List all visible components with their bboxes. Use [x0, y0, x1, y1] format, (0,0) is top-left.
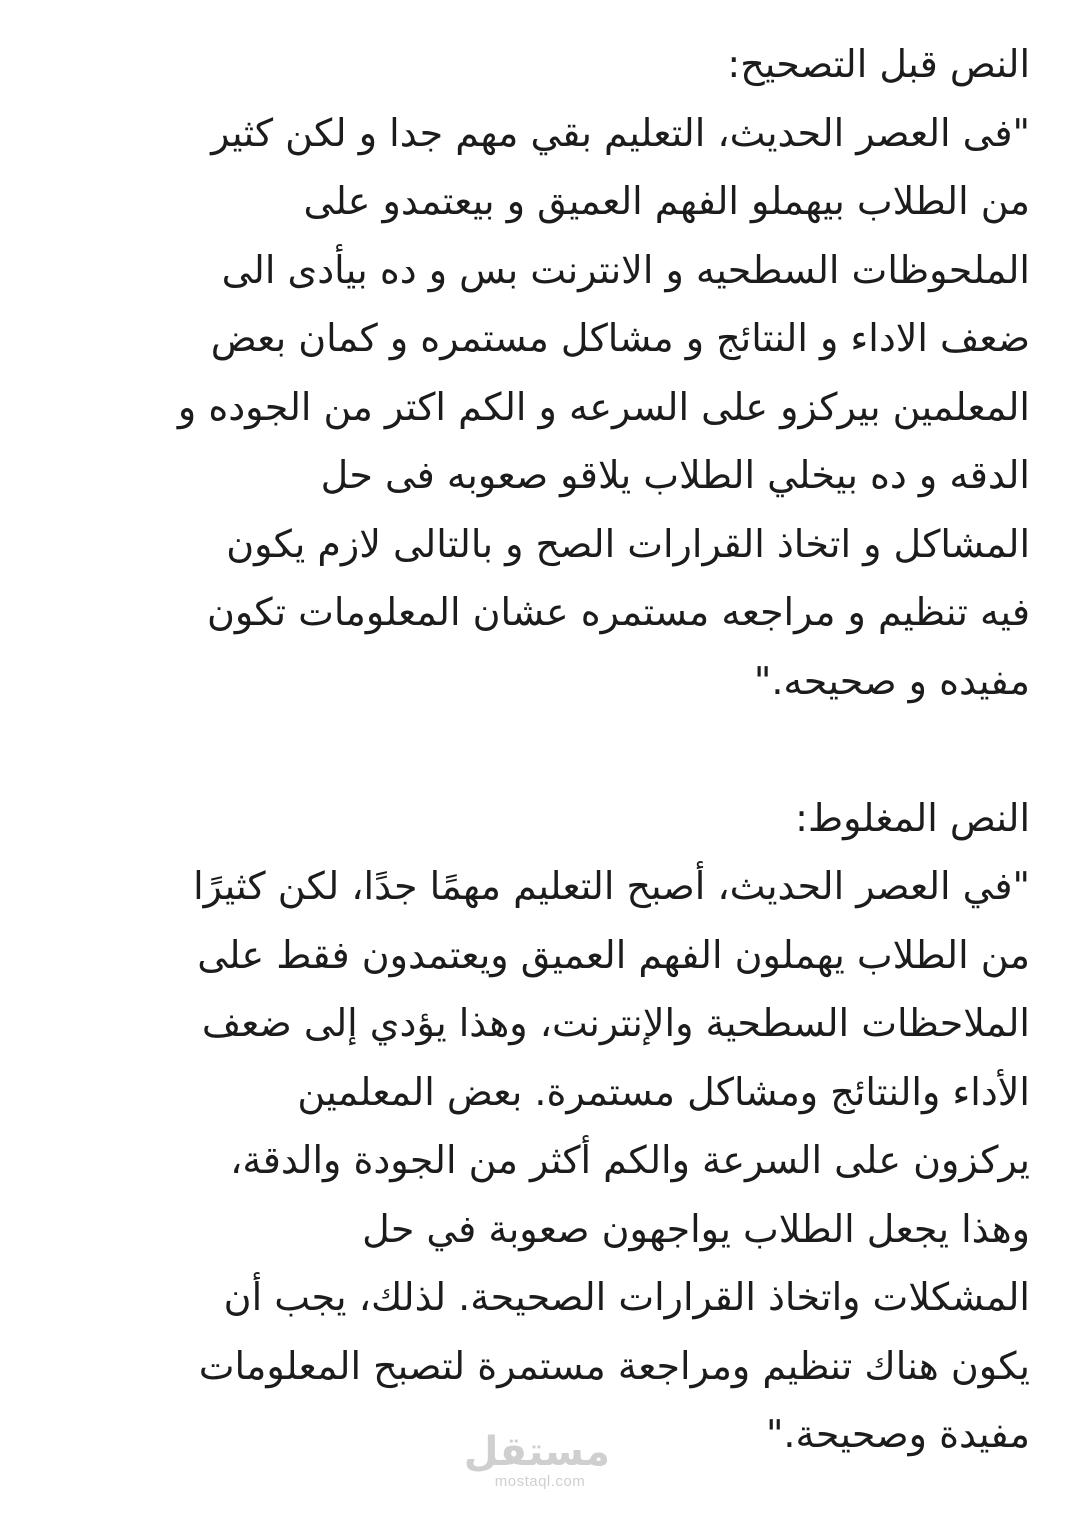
before-line: المعلمين بيركزو على السرعه و الكم اكتر من الجوده و	[177, 384, 1030, 429]
after-line: وهذا يجعل الطلاب يواجهون صعوبة في حل	[362, 1206, 1030, 1251]
before-line: الدقه و ده بيخلي الطلاب يلاقو صعوبه فى حل	[320, 453, 1030, 497]
before-heading: النص قبل التصحيح:	[727, 42, 1030, 86]
after-line: يكون هناك تنظيم ومراجعة مستمرة لتصبح المعلومات	[198, 1343, 1030, 1388]
before-line: ضعف الاداء و النتائج و مشاكل مستمره و كمان بعض	[210, 316, 1030, 360]
after-line: الملاحظات السطحية والإنترنت، وهذا يؤدي إلى ضعف	[201, 1001, 1030, 1045]
mostaql-watermark	[463, 1429, 610, 1490]
after-line: يركزون على السرعة والكم أكثر من الجودة والدقة،	[230, 1138, 1030, 1182]
after-heading: النص المغلوط:	[795, 795, 1030, 840]
after-line: مفيدة وصحيحة."	[765, 1412, 1030, 1456]
before-line: فيه تنظيم و مراجعه مستمره عشان المعلومات تكون	[206, 590, 1030, 634]
before-line: المشاكل و اتخاذ القرارات الصح و بالتالى لازم يكون	[226, 521, 1030, 566]
before-section	[40, 30, 1030, 715]
after-line: الأداء والنتائج ومشاكل مستمرة. بعض المعلمين	[297, 1069, 1030, 1114]
before-line: الملحوظات السطحيه و الانترنت بس و ده بيأدى الى	[221, 247, 1030, 292]
before-line: "فى العصر الحديث، التعليم بقي مهم جدا و لكن كثير	[211, 110, 1030, 155]
after-line: المشكلات واتخاذ القرارات الصحيحة. لذلك، يجب أن	[223, 1275, 1030, 1319]
document-body	[40, 30, 1030, 1469]
before-line: مفيده و صحيحه."	[753, 658, 1030, 703]
before-line: من الطلاب بيهملو الفهم العميق و بيعتمدو على	[303, 179, 1030, 223]
section-divider	[40, 715, 1030, 784]
watermark-latin-text: mostaql.com	[494, 1473, 586, 1490]
after-line: "في العصر الحديث، أصبح التعليم مهمًا جدًا، لكن كثيرًا	[193, 864, 1030, 908]
watermark-arabic-text: مستقل	[463, 1429, 610, 1475]
after-line: من الطلاب يهملون الفهم العميق ويعتمدون فقط على	[197, 932, 1030, 977]
after-section	[40, 784, 1030, 1469]
